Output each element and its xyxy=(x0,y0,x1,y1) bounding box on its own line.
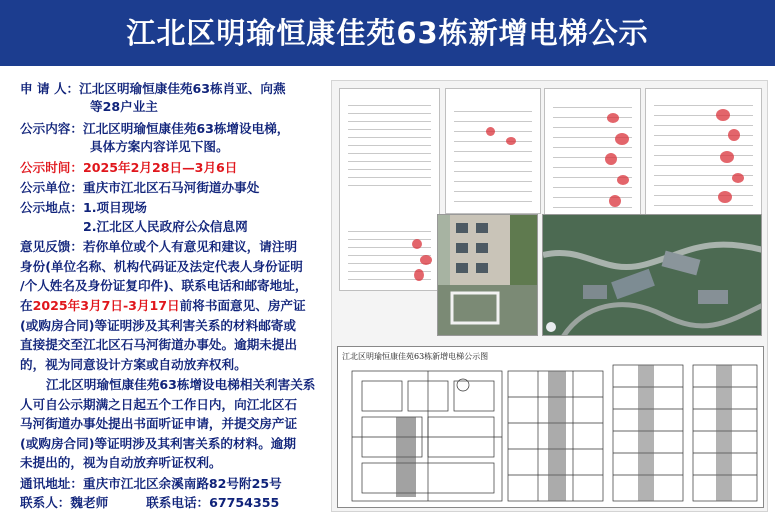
hearing-line-4: (或购房合同)等证明涉及其利害关系的材料。逾期 xyxy=(20,436,296,451)
contact-row xyxy=(20,494,279,512)
notice-text-panel xyxy=(14,80,326,512)
attachments-panel xyxy=(331,80,768,512)
elevator-plan-drawing xyxy=(337,346,764,508)
title-bar xyxy=(0,0,775,66)
unit-row xyxy=(20,179,259,197)
aerial-photo-graphic xyxy=(543,215,762,336)
period-label: 公示时间： xyxy=(20,160,83,175)
hearing-line-5: 未提出的，视为自动放弃听证权利。 xyxy=(20,455,222,470)
period-row xyxy=(20,159,237,177)
contact-value: 魏老师 xyxy=(70,495,109,510)
content-label: 公示内容： xyxy=(20,121,83,136)
address-value: 重庆市江北区余溪南路82号附25号 xyxy=(82,476,282,491)
contact-label: 联系人： xyxy=(20,495,71,510)
place-value-1: 1.项目现场 xyxy=(82,200,147,215)
hearing-line-3: 马河街道办事处提出书面听证申请，并提交房产证 xyxy=(20,416,298,431)
unit-label: 公示单位： xyxy=(20,180,83,195)
page-title: 江北区明瑜恒康佳苑63栋新增电梯公示 xyxy=(126,16,649,50)
feedback-line-4: 在2025年3月7日-3月17日前将书面意见、房产证 xyxy=(20,298,306,313)
applicant-value: 江北区明瑜恒康佳苑63栋肖亚、向燕 xyxy=(79,81,286,96)
content-row xyxy=(20,120,289,138)
plan-caption: 江北区明瑜恒康佳苑63栋新增电梯公示图 xyxy=(342,352,489,361)
signature-sheet-3 xyxy=(645,88,762,218)
applicant-row-cont: 等28户业主 xyxy=(90,98,158,114)
signature-sheet-1 xyxy=(339,88,440,291)
courtyard-photo-graphic xyxy=(438,215,538,336)
phone-value: 67754355 xyxy=(209,495,280,510)
feedback-line-6: 直接提交至江北区石马河街道办事处。逾期未提出 xyxy=(20,337,298,352)
site-photo-courtyard xyxy=(437,214,538,336)
content-row-cont: 具体方案内容详见下图。 xyxy=(90,138,229,154)
feedback-line-5: (或购房合同)等证明涉及其利害关系的材料邮寄或 xyxy=(20,318,296,333)
application-form xyxy=(445,88,541,214)
feedback-line-3: /个人姓名及身份证复印件)、联系电话和邮寄地址， xyxy=(20,278,308,293)
address-label: 通讯地址： xyxy=(20,476,83,491)
feedback-line-1: 意见反馈：若你单位或个人有意见和建议，请注明 xyxy=(20,239,298,254)
address-row xyxy=(20,475,282,493)
place-row xyxy=(20,199,147,217)
hearing-line-2: 人可自公示期满之日起五个工作日内，向江北区石 xyxy=(20,397,298,412)
place-row-cont: 2.江北区人民政府公众信息网 xyxy=(83,219,248,234)
feedback-line-7: 的，视为同意设计方案或自动放弃权利。 xyxy=(20,357,247,372)
feedback-dates: 2025年3月7日-3月17日 xyxy=(32,298,180,313)
feedback-line-2: 身份(单位名称、机构代码证及法定代表人身份证明 xyxy=(20,259,303,274)
applicant-label: 申 请 人： xyxy=(20,81,80,96)
applicant-row xyxy=(20,80,286,98)
map-control-icon xyxy=(546,322,556,332)
hearing-line-1: 江北区明瑜恒康佳苑63栋增设电梯相关利害关系 xyxy=(46,377,316,392)
unit-value: 重庆市江北区石马河街道办事处 xyxy=(82,180,260,195)
floor-plan-graphic xyxy=(338,347,765,509)
content-value: 江北区明瑜恒康佳苑63栋增设电梯， xyxy=(82,121,290,136)
signature-sheet-2 xyxy=(544,88,641,218)
site-photo-aerial xyxy=(542,214,762,336)
phone-label: 联系电话： xyxy=(146,495,210,510)
place-label: 公示地点： xyxy=(20,200,83,215)
period-value: 2025年2月28日—3月6日 xyxy=(82,160,238,175)
